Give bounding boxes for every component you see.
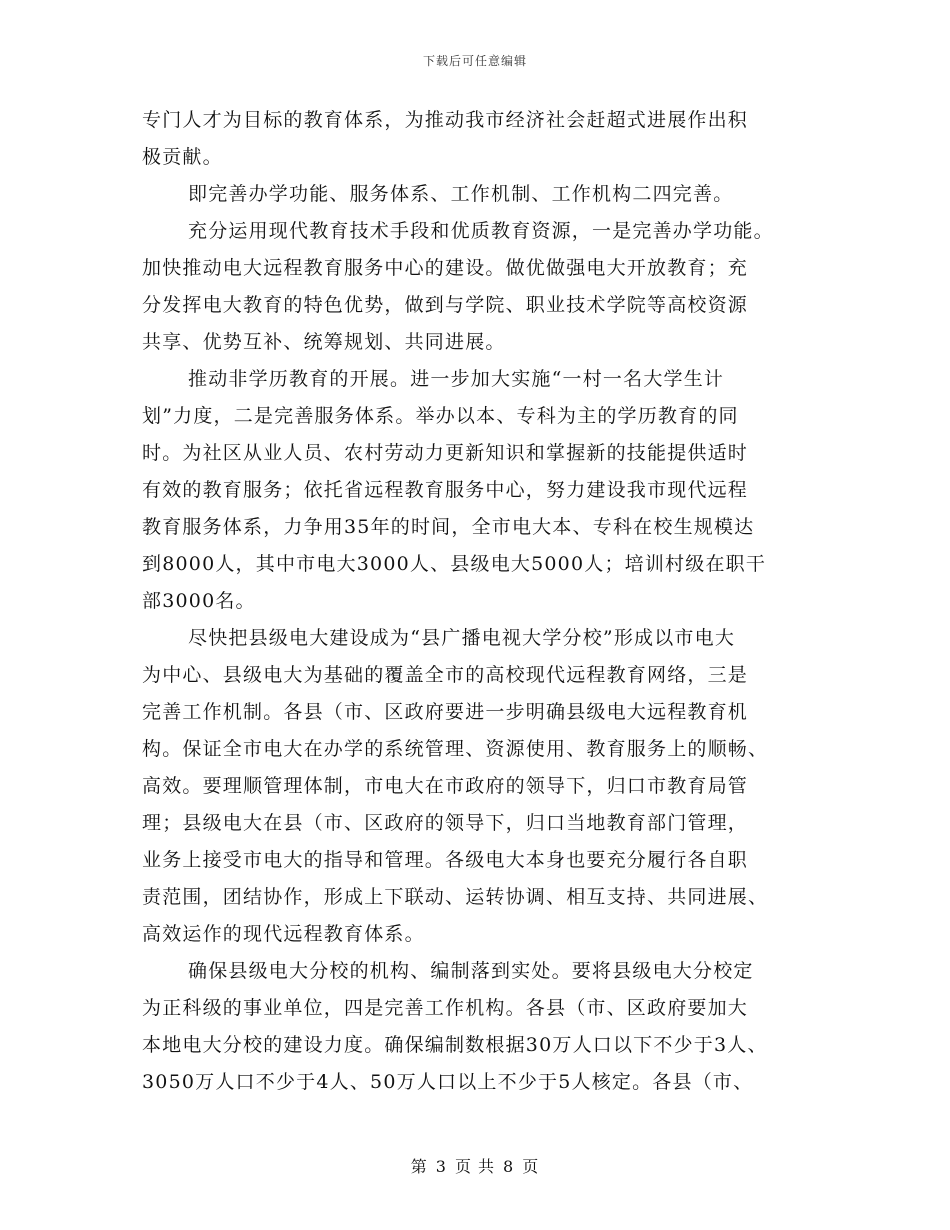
text-line: 极贡献。: [142, 146, 223, 168]
text-line: 确保县级电大分校的机构、编制落到实处。要将县级电大分校定: [188, 960, 754, 982]
footer-prefix: 第: [410, 1157, 428, 1176]
text-line: 完善工作机制。各县（市、区政府要进一步明确县级电大远程教育机: [142, 701, 749, 723]
text-line: 业务上接受市电大的指导和管理。各级电大本身也要充分履行各自职: [142, 849, 749, 871]
footer-suffix: 页: [522, 1157, 540, 1176]
text-line: 专门人才为目标的教育体系，为推动我市经济社会赶超式进展作出积: [142, 109, 749, 131]
text-line: 高效。要理顺管理体制，市电大在市政府的领导下，归口市教育局管: [142, 775, 749, 797]
text-line: 为正科级的事业单位，四是完善工作机构。各县（市、区政府要加大: [142, 997, 749, 1019]
text-line: 尽快把县级电大建设成为“县广播电视大学分校”形成以市电大: [188, 627, 736, 649]
text-line: 即完善办学功能、服务体系、工作机制、工作机构二四完善。: [188, 183, 734, 205]
text-line: 充分运用现代教育技术手段和优质教育资源，一是完善办学功能。: [188, 220, 774, 242]
paragraph: [142, 213, 812, 361]
paragraph: [142, 102, 812, 176]
text-line: 3050万人口不少于4人、50万人口以上不少于5人核定。各县（市、: [142, 1071, 754, 1093]
footer-middle: 页 共: [454, 1157, 496, 1176]
text-line: 推动非学历教育的开展。进一步加大实施“一村一名大学生计: [188, 368, 725, 390]
text-line: 划”力度，二是完善服务体系。举办以本、专科为主的学历教育的同: [142, 405, 739, 427]
text-line: 高效运作的现代远程教育体系。: [142, 923, 425, 945]
paragraph: [142, 620, 812, 953]
text-line: 部3000名。: [142, 590, 256, 612]
text-line: 为中心、县级电大为基础的覆盖全市的高校现代远程教育网络，三是: [142, 664, 749, 686]
paragraph: [142, 953, 812, 1101]
text-line: 责范围，团结协作，形成上下联动、运转协调、相互支持、共同进展、: [142, 886, 769, 908]
text-line: 分发挥电大教育的特色优势，做到与学院、职业技术学院等高校资源: [142, 294, 749, 316]
footer-page-number: 3: [435, 1157, 447, 1176]
footer-total-pages: 8: [503, 1157, 515, 1176]
document-body: [142, 102, 812, 1101]
paragraph: [142, 176, 812, 213]
text-line: 教育服务体系，力争用35年的时间，全市电大本、专科在校生规模达: [142, 516, 755, 538]
header-note: 下载后可任意编辑: [422, 54, 527, 68]
text-line: 到8000人，其中市电大3000人、县级电大5000人；培训村级在职干: [142, 553, 767, 575]
text-line: 构。保证全市电大在办学的系统管理、资源使用、教育服务上的顺畅、: [142, 738, 769, 760]
paragraph: [142, 361, 812, 620]
page-footer: [0, 1154, 950, 1177]
text-line: 本地电大分校的建设力度。确保编制数根据30万人口以下不少于3人、: [142, 1034, 768, 1056]
text-line: 时。为社区从业人员、农村劳动力更新知识和掌握新的技能提供适时: [142, 442, 749, 464]
text-line: 有效的教育服务；依托省远程教育服务中心，努力建设我市现代远程: [142, 479, 749, 501]
text-line: 理；县级电大在县（市、区政府的领导下，归口当地教育部门管理，: [142, 812, 749, 834]
text-line: 加快推动电大远程教育服务中心的建设。做优做强电大开放教育；充: [142, 257, 749, 279]
text-line: 共享、优势互补、统筹规划、共同进展。: [142, 331, 506, 353]
